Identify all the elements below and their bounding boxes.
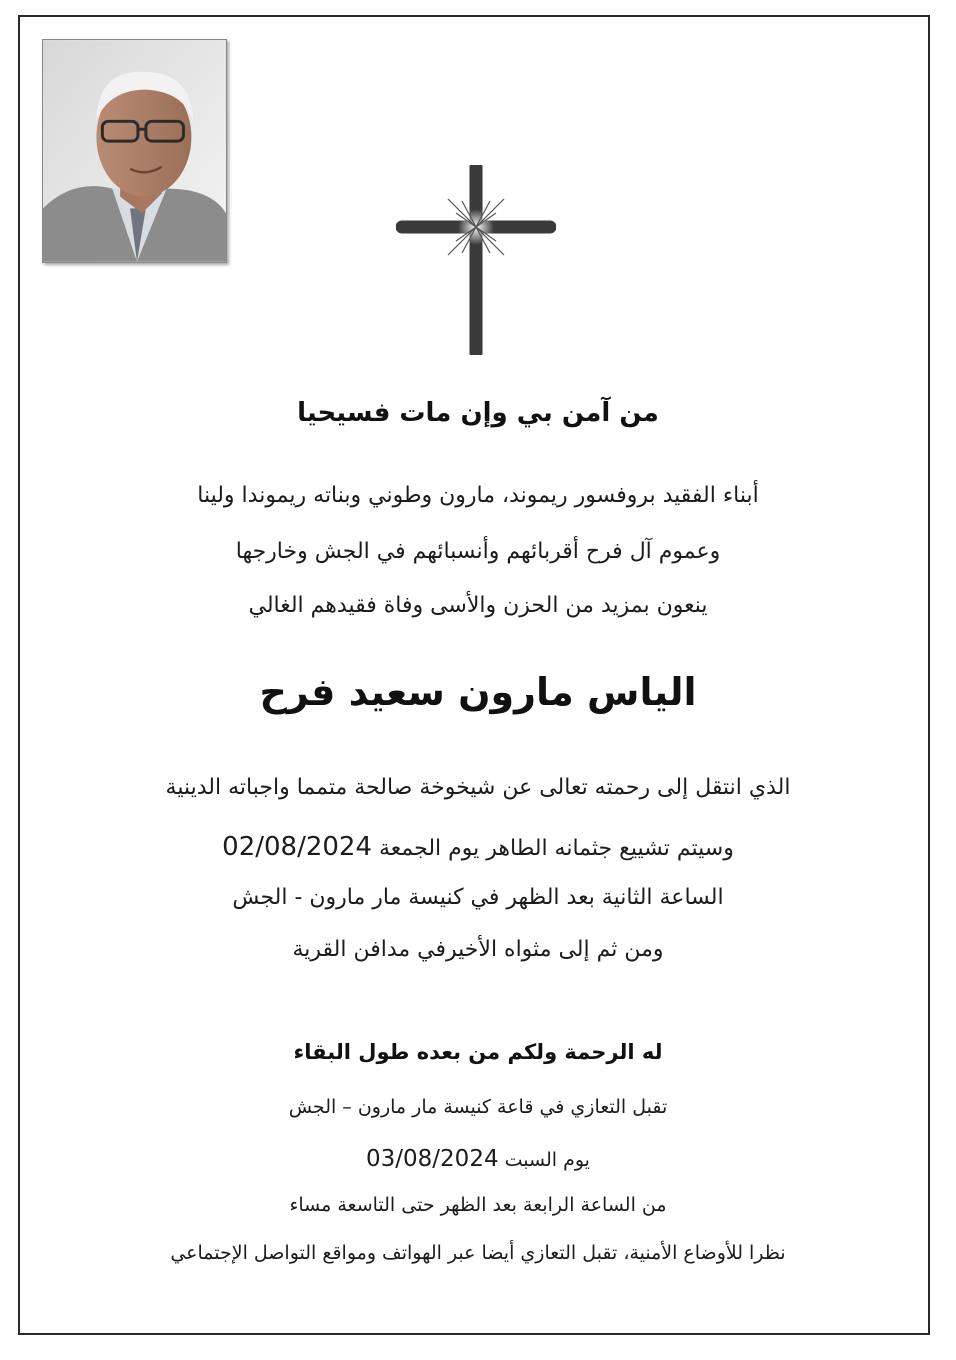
- radiant-cross-icon: [396, 165, 556, 355]
- mercy-line: له الرحمة ولكم من بعده طول البقاء: [293, 1040, 663, 1064]
- funeral-line-2-text: وسيتم تشييع جثمانه الطاهر يوم الجمعة: [379, 836, 734, 861]
- funeral-line-1: الذي انتقل إلى رحمته تعالى عن شيخوخة صالحة متمما واجباته الدينية: [165, 775, 791, 800]
- funeral-line-2: [60, 832, 896, 862]
- condolence-line-3: من الساعة الرابعة بعد الظهر حتى التاسعة مساء: [289, 1194, 667, 1216]
- family-line-1: أبناء الفقيد بروفسور ريموند، مارون وطوني وبناته ريموندا ولينا: [197, 483, 759, 508]
- funeral-line-3: الساعة الثانية بعد الظهر في كنيسة مار مارون - الجش: [232, 885, 724, 910]
- funeral-date: 02/08/2024: [222, 832, 373, 862]
- portrait-photo-icon: [43, 40, 226, 262]
- condolence-line-2-text: يوم السبت: [504, 1149, 590, 1171]
- family-line-2: وعموم آل فرح أقربائهم وأنسبائهم في الجش وخارجها: [235, 539, 721, 564]
- family-line-3: ينعون بمزيد من الحزن والأسى وفاة فقيدهم الغالي: [248, 593, 708, 618]
- condolence-date: 03/08/2024: [366, 1146, 499, 1172]
- bible-verse: من آمن بي وإن مات فسيحيا: [297, 398, 659, 428]
- deceased-name: الياس مارون سعيد فرح: [259, 670, 697, 714]
- portrait-photo: [42, 39, 227, 263]
- condolence-line-4: نظرا للأوضاع الأمنية، تقبل التعازي أيضا عبر الهواتف ومواقع التواصل الإجتماعي: [170, 1242, 786, 1264]
- funeral-line-4: ومن ثم إلى مثواه الأخيرفي مدافن القرية: [292, 937, 664, 962]
- condolence-line-2: [60, 1146, 896, 1172]
- condolence-line-1: تقبل التعازي في قاعة كنيسة مار مارون – الجش: [288, 1096, 668, 1118]
